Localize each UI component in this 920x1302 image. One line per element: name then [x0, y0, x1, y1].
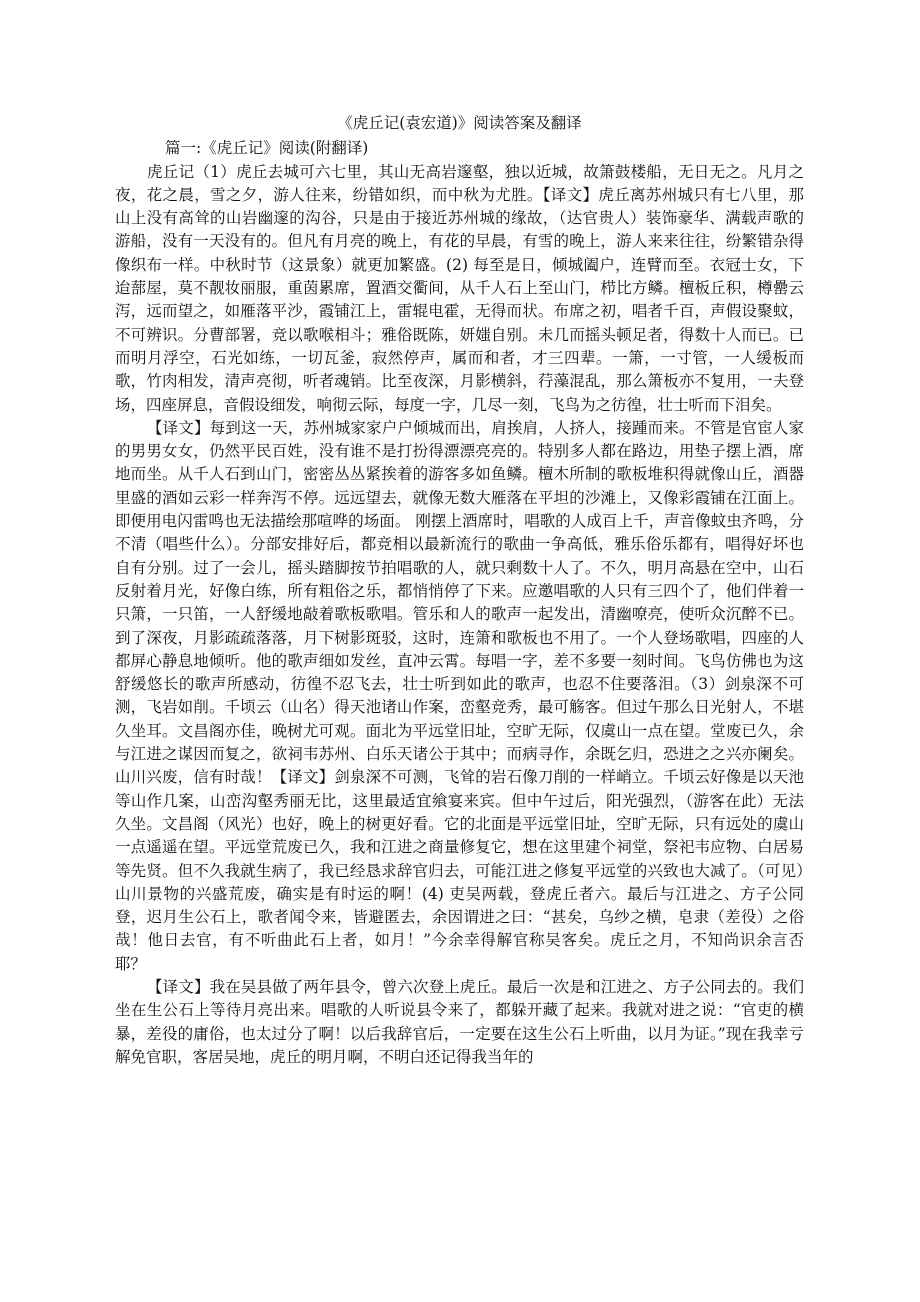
paragraph-translation-2: 【译文】我在吴县做了两年县令，曾六次登上虎丘。最后一次是和江进之、方子公同去的。我们坐在生公石上等待月亮出来。唱歌的人听说县令来了，都躲开藏了起来。我就对进之说：“官吏的横暴，差役的庸俗，也太过分了啊！以后我辞官后，一定要在这生公石上听曲，以月为证。”现在我幸亏解免官职，客居吴地，虎丘的明月啊，不明白还记得我当年的 [115, 977, 804, 1066]
document-page [115, 112, 804, 1069]
paragraph-original-text: 虎丘记（1）虎丘去城可六七里，其山无高岩邃壑，独以近城，故箫鼓楼船，无日无之。凡月之夜，花之晨，雪之夕，游人往来，纷错如织，而中秋为尤胜。【译文】虎丘离苏州城只有七八里，那山上没有高耸的山岩幽邃的沟谷，只是由于接近苏州城的缘故，（达官贵人）装饰豪华、满载声歌的游船，没有一天没有的。但凡有月亮的晚上，有花的早晨，有雪的晚上，游人来来往往，纷繁错杂得像织布一样。中秋时节（这景象）就更加繁盛。(2) 每至是日，倾城阖户，连臂而至。衣冠士女，下迨蔀屋，莫不靓妆丽服，重茵累席，置酒交衢间，从千人石上至山门，栉比方鳞。檀板丘积，樽罍云泻，远而望之，如雁落平沙，霞铺江上，雷辊电霍，无得而状。布席之初，唱者千百，声假设聚蚊，不可辨识。分曹部署，竞以歌喉相斗；雅俗既陈，妍媸自别。未几而摇头顿足者，得数十人而已。已而明月浮空，石光如练，一切瓦釜，寂然停声，属而和者，才三四辈。一箫，一寸管，一人缓板而歌，竹肉相发，清声亮彻，听者魂销。比至夜深，月影横斜，荇藻混乱，那么箫板亦不复用，一夫登场，四座屏息，音假设细发，响彻云际，每度一字，几尽一刻，飞鸟为之彷徨，壮士听而下泪矣。 [115, 162, 804, 414]
paragraph-translation-1: 【译文】每到这一天，苏州城家家户户倾城而出，肩挨肩，人挤人，接踵而来。不管是官宦人家的男男女女，仍然平民百姓，没有谁不是打扮得漂漂亮亮的。特别多人都在路边，用垫子摆上酒，席地而坐。从千人石到山门，密密丛丛紧挨着的游客多如鱼鳞。檀木所制的歌板堆积得就像山丘，酒器里盛的酒如云彩一样奔泻不停。远远望去，就像无数大雁落在平坦的沙滩上，又像彩霞铺在江面上。即便用电闪雷鸣也无法描绘那喧哗的场面。 刚摆上酒席时，唱歌的人成百上千，声音像蚊虫齐鸣，分不清（唱些什么）。分部安排好后，都竞相以最新流行的歌曲一争高低，雅乐俗乐都有，唱得好坏也自有分别。过了一会儿，摇头踏脚按节拍唱歌的人，就只剩数十人了。不久，明月高悬在空中，山石反射着月光，好像白练，所有粗俗之乐，都悄悄停了下来。应邀唱歌的人只有三四个了，他们伴着一只箫，一只笛，一人舒缓地敲着歌板歌唱。管乐和人的歌声一起发出，清幽嘹亮，使听众沉醉不已。到了深夜，月影疏疏落落，月下树影斑驳，这时，连箫和歌板也不用了。一个人登场歌唱，四座的人都屏心静息地倾听。他的歌声细如发丝，直冲云霄。每唱一字，差不多要一刻时间。飞鸟仿佛也为这舒缓悠长的歌声所感动，彷徨不忍飞去，壮士听到如此的歌声，也忍不住要落泪。（3）剑泉深不可测，飞岩如削。千顷云（山名）得天池诸山作案，峦壑竞秀，最可觞客。但过午那么日光射人，不堪久坐耳。文昌阁亦佳，晚树尤可观。面北为平远堂旧址，空旷无际，仅虞山一点在望。堂废已久，余与江进之谋因而复之，欲祠韦苏州、白乐天诸公于其中；而病寻作，余既乞归，恐进之之兴亦阑矣。山川兴废，信有时哉！【译文】剑泉深不可测，飞耸的岩石像刀削的一样峭立。千顷云好像是以天池等山作几案，山峦沟壑秀丽无比，这里最适宜飨宴来宾。但中午过后，阳光强烈，（游客在此）无法久坐。文昌阁（风光）也好，晚上的树更好看。它的北面是平远堂旧址，空旷无际，只有远处的虞山一点遥遥在望。平远堂荒废已久，我和江进之商量修复它，想在这里建个祠堂，祭祀韦应物、白居易等先贤。但不久我就生病了，我已经恳求辞官归去，可能江进之修复平远堂的兴致也大减了。（可见）山川景物的兴盛荒废，确实是有时运的啊！(4) 吏吴两载，登虎丘者六。最后与江进之、方子公同登，迟月生公石上，歌者闻令来，皆避匿去，余因谓进之曰：“甚矣，乌纱之横，皂隶（差役）之俗哉！他日去官，有不听曲此石上者，如月！”今余幸得解官称吴客矣。虎丘之月，不知尚识余言否耶？ [115, 418, 804, 973]
document-title: 《虎丘记(袁宏道)》阅读答案及翻译 [337, 114, 582, 132]
document-subtitle: 篇一:《虎丘记》阅读(附翻译) [165, 139, 369, 158]
